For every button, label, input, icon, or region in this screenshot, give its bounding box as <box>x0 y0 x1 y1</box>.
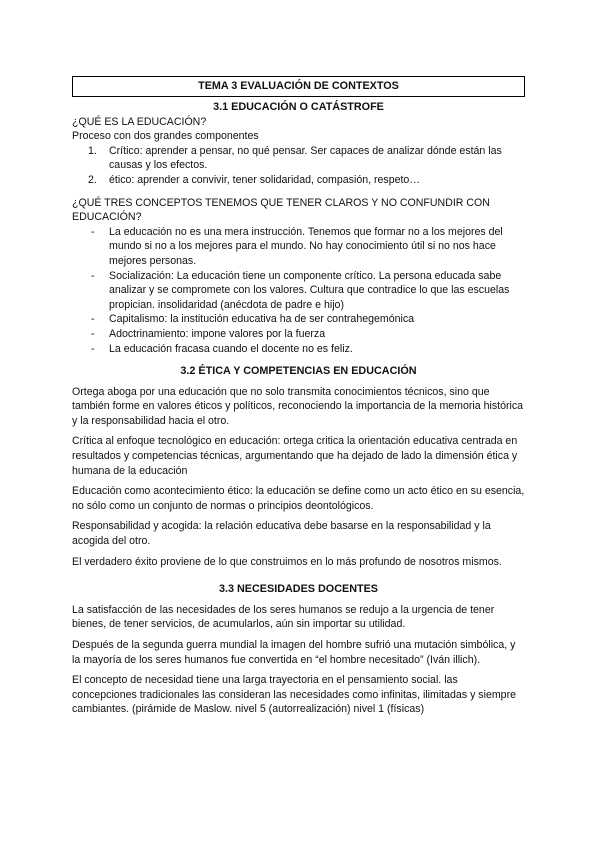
paragraph: Crítica al enfoque tecnológico en educación: ortega critica la orientación educativa centrada en resultados y competencias técnicas, argumentando que ha dejado de lado la dimensión ética y humana de la educación <box>72 435 518 477</box>
dash-icon: - <box>91 225 95 238</box>
paragraph: El concepto de necesidad tiene una larga trayectoria en el pensamiento social. las concepciones tradicionales las consideran las necesidades como infinitas, ilimitadas y siempre cambiantes. (pirámide de Maslow. nivel 5 (autorrealización) nivel 1 (físicas) <box>72 674 516 716</box>
section-heading-3-3: 3.3 NECESIDADES DOCENTES <box>219 583 378 596</box>
list-item-text: La educación no es una mera instrucción. Tenemos que formar no a los mejores del mundo si no a los mejores para el mundo. No hay conocimiento útil si no nos hace mejores personas. <box>109 225 503 267</box>
list-item-text: Socialización: La educación tiene un componente crítico. La persona educada sabe analizar y se compromete con los valores. Cultura que contradice lo que las escuelas propician. insolidaridad (anécdota de padre e hijo) <box>109 269 510 311</box>
list-item <box>72 269 525 313</box>
list-item-text: Adoctrinamiento: impone valores por la fuerza <box>109 327 326 340</box>
document-title-text: TEMA 3 EVALUACIÓN DE CONTEXTOS <box>198 80 399 93</box>
list-item <box>72 173 525 188</box>
list-item <box>72 225 525 269</box>
list-item-text: La educación fracasa cuando el docente no es feliz. <box>109 342 353 355</box>
list-item <box>72 342 525 357</box>
paragraph: Después de la segunda guerra mundial la imagen del hombre sufrió una mutación simbólica, y la mayoría de los seres humanos fue convertida en “el hombre necesitado” (Iván illich). <box>72 639 516 666</box>
section-heading-3-2: 3.2 ÉTICA Y COMPETENCIAS EN EDUCACIÓN <box>180 365 417 378</box>
list-item <box>72 327 525 342</box>
document-title <box>72 76 525 97</box>
list-number: 2. <box>88 173 97 186</box>
list-item <box>72 144 525 173</box>
paragraph: Ortega aboga por una educación que no solo transmita conocimientos técnicos, sino que también forme en valores éticos y políticos, reconociendo la importancia de la memoria histórica y la responsabilidad hacia el otro. <box>72 385 524 427</box>
dash-icon: - <box>91 342 95 355</box>
paragraph: Educación como acontecimiento ético: la educación se define como un acto ético en su esencia, no sólo como un conjunto de normas o principios deontológicos. <box>72 485 525 512</box>
paragraph: La satisfacción de las necesidades de los seres humanos se redujo a la urgencia de tener bienes, de tener servicios, de acumularlos, aún sin importar su utilidad. <box>72 603 495 631</box>
list-number: 1. <box>88 144 97 157</box>
list-item-text: Capitalismo: la institución educativa ha de ser contrahegemónica <box>109 313 415 326</box>
list-item-text: ético: aprender a convivir, tener solidaridad, compasión, respeto… <box>109 173 420 186</box>
bullet-list <box>72 225 525 356</box>
paragraph: El verdadero éxito proviene de lo que construimos en lo más profundo de nosotros mismos. <box>72 555 502 568</box>
list-item <box>72 312 525 327</box>
question-three-concepts: ¿QUÉ TRES CONCEPTOS TENEMOS QUE TENER CLAROS Y NO CONFUNDIR CON EDUCACIÓN? <box>72 196 490 224</box>
dash-icon: - <box>91 313 95 326</box>
dash-icon: - <box>91 327 95 340</box>
document-content <box>72 76 525 723</box>
section-heading-3-1: 3.1 EDUCACIÓN O CATÁSTROFE <box>213 101 384 113</box>
list-item-text: Crítico: aprender a pensar, no qué pensar. Ser capaces de analizar dónde están las causas y los efectos. <box>109 144 502 172</box>
numbered-list <box>72 144 525 188</box>
paragraph: Responsabilidad y acogida: la relación educativa debe basarse en la responsabilidad y la acogida del otro. <box>72 520 491 548</box>
intro-text: Proceso con dos grandes componentes <box>72 130 259 143</box>
dash-icon: - <box>91 269 95 282</box>
question-what-is-education: ¿QUÉ ES LA EDUCACIÓN? <box>72 115 207 128</box>
